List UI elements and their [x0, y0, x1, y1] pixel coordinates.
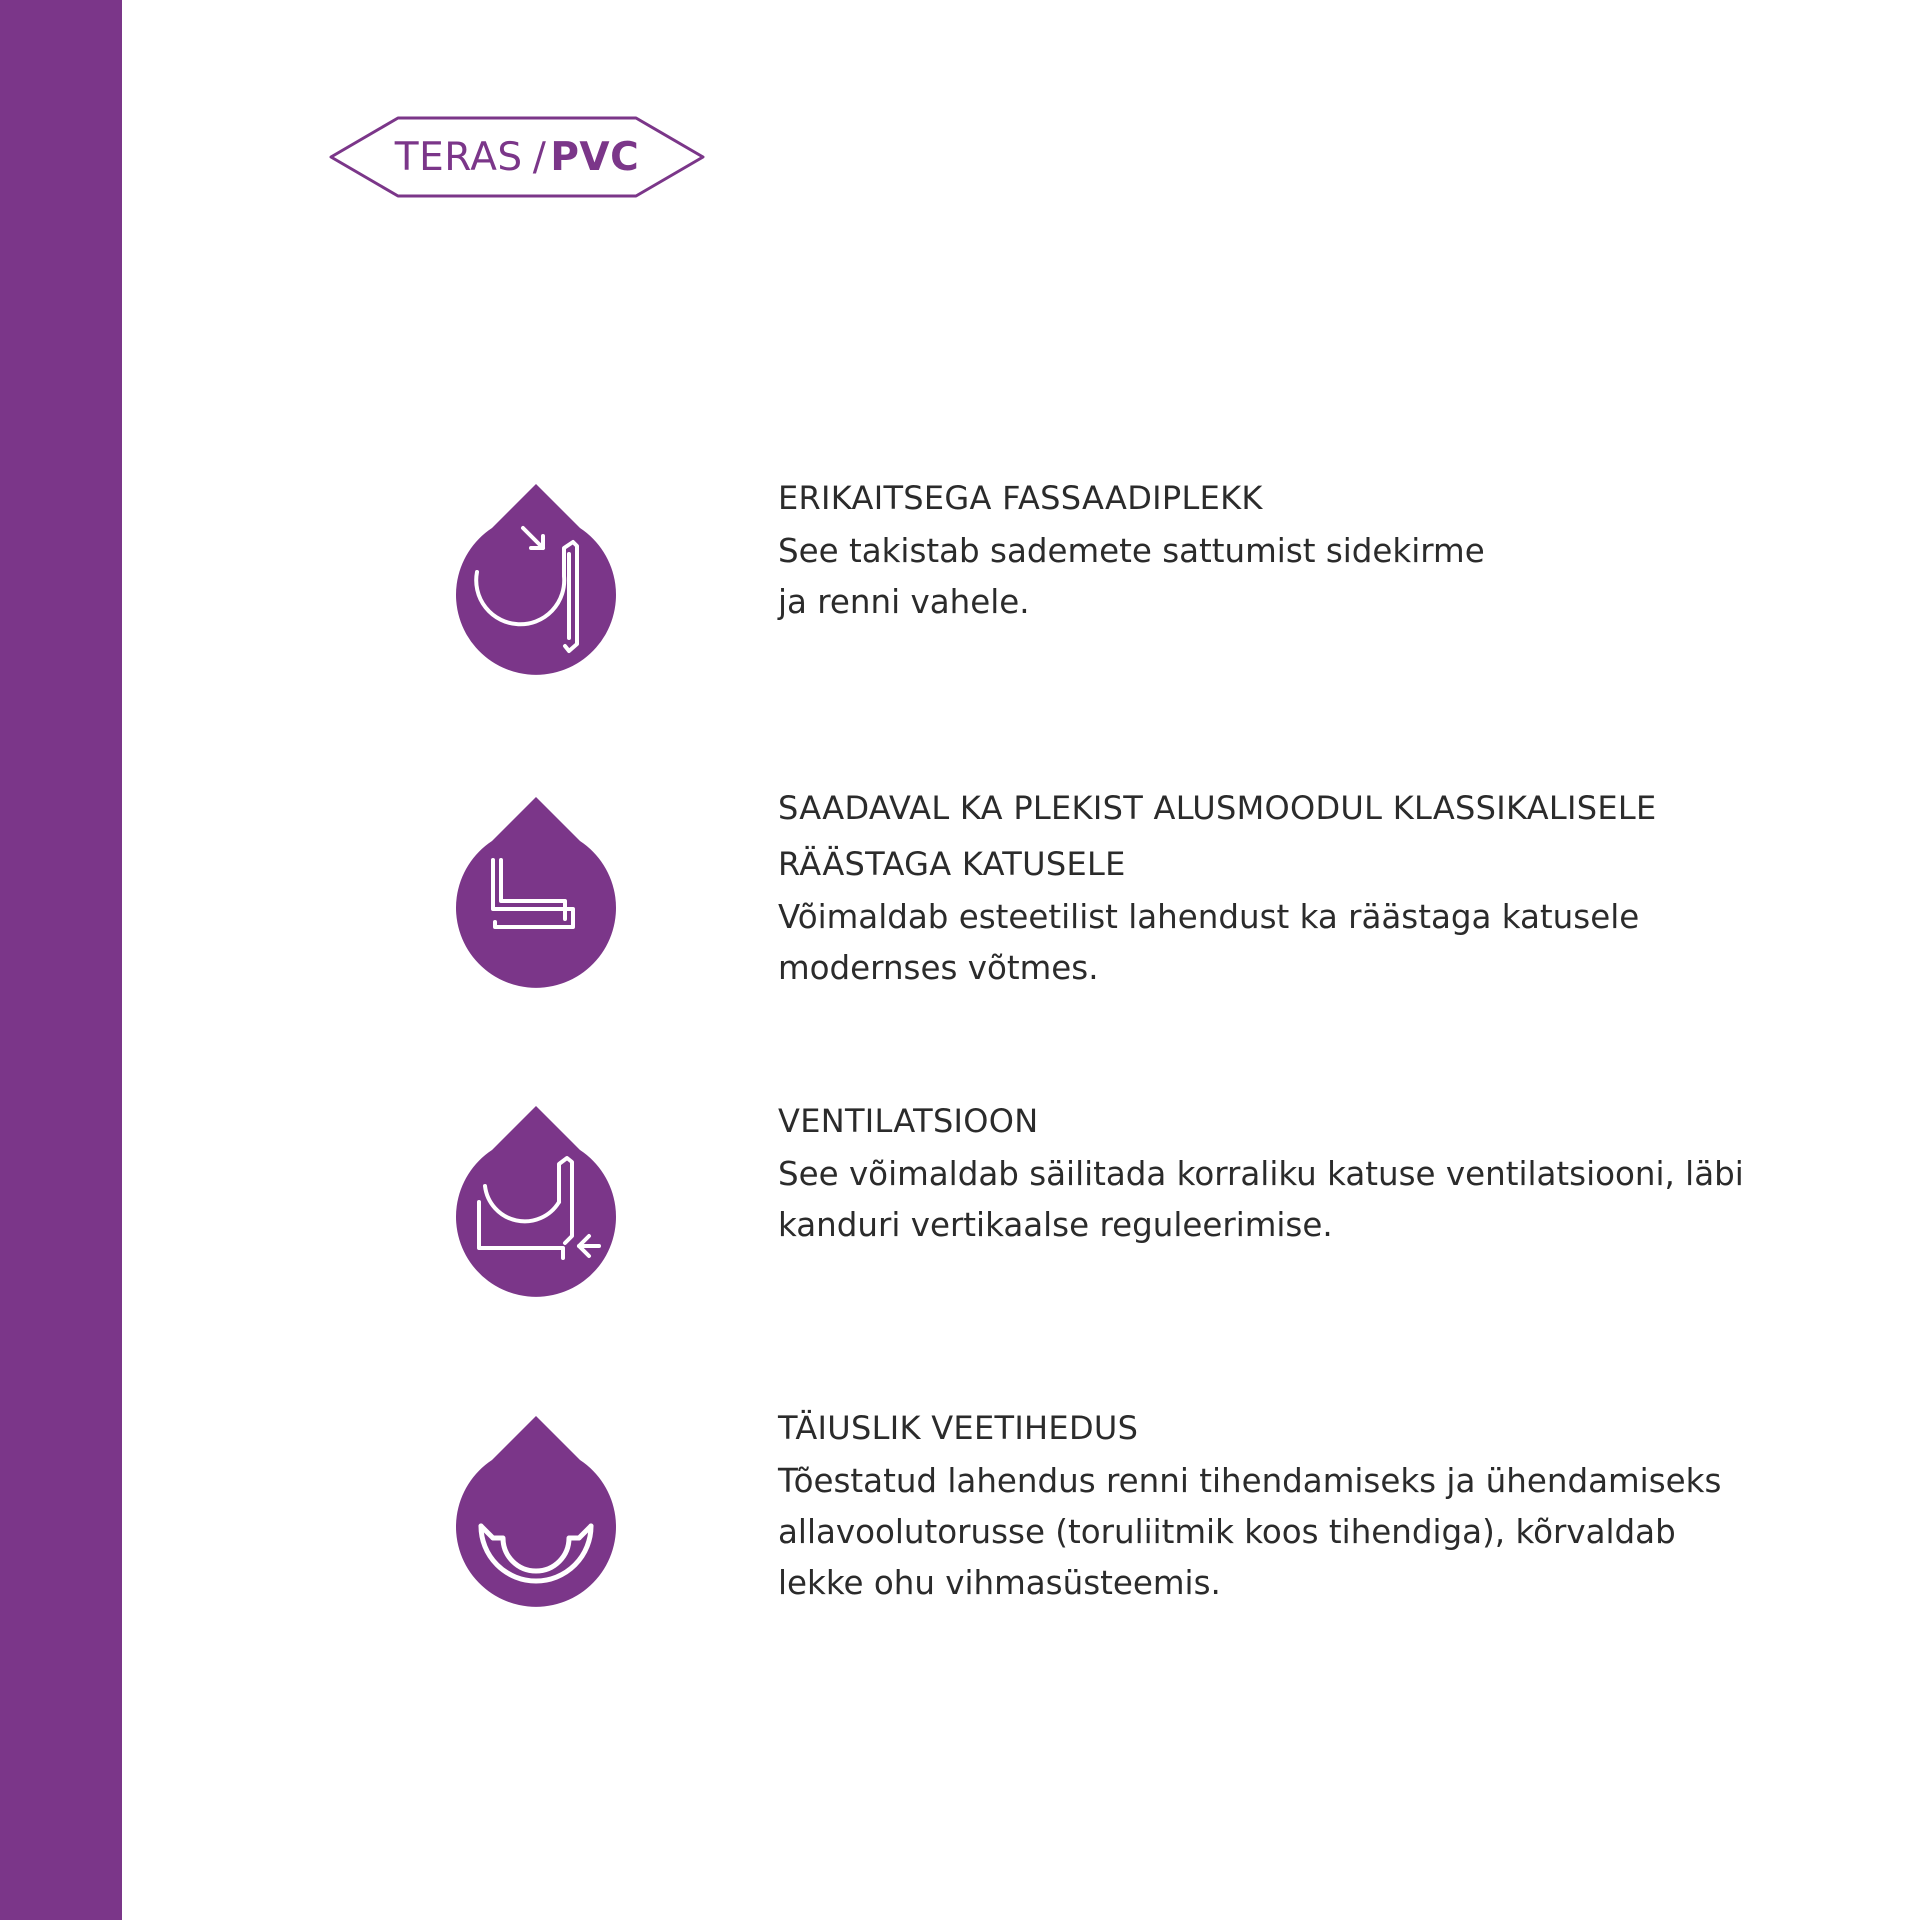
- badge-material-pvc: PVC: [550, 134, 640, 180]
- badge-material-steel: TERAS: [394, 134, 523, 180]
- feature-title: TÄIUSLIK VEETIHEDUS: [778, 1409, 1139, 1447]
- feature-title: VENTILATSIOON: [778, 1102, 1039, 1140]
- feature-title: SAADAVAL KA PLEKIST ALUSMOODUL KLASSIKALISELE RÄÄSTAGA KATUSELE: [778, 789, 1657, 883]
- feature-description: Tõestatud lahendus renni tihendamiseks ja ühendamiseks allavoolutorusse (toruliitmik koos tihendiga), kõrvaldab lekke ohu vihmasüsteemis.: [778, 1462, 1722, 1602]
- material-badge: [328, 114, 706, 200]
- badge-separator: /: [532, 134, 547, 180]
- ventilation-icon: [455, 1106, 617, 1300]
- feature-description: See takistab sademete sattumist sidekirme ja renni vahele.: [778, 532, 1485, 621]
- feature-description: Võimaldab esteetilist lahendust ka räästaga katusele modernses võtmes.: [778, 898, 1640, 987]
- feature-description: See võimaldab säilitada korraliku katuse ventilatsiooni, läbi kanduri vertikaalse reguleerimise.: [778, 1155, 1744, 1244]
- feature-title: ERIKAITSEGA FASSAADIPLEKK: [778, 479, 1263, 517]
- side-accent-bar: [0, 0, 122, 1920]
- badge-label: [328, 114, 706, 200]
- metal-base-module-icon: [455, 797, 617, 991]
- watertight-seal-icon: [455, 1416, 617, 1610]
- gutter-fascia-protection-icon: [455, 484, 617, 678]
